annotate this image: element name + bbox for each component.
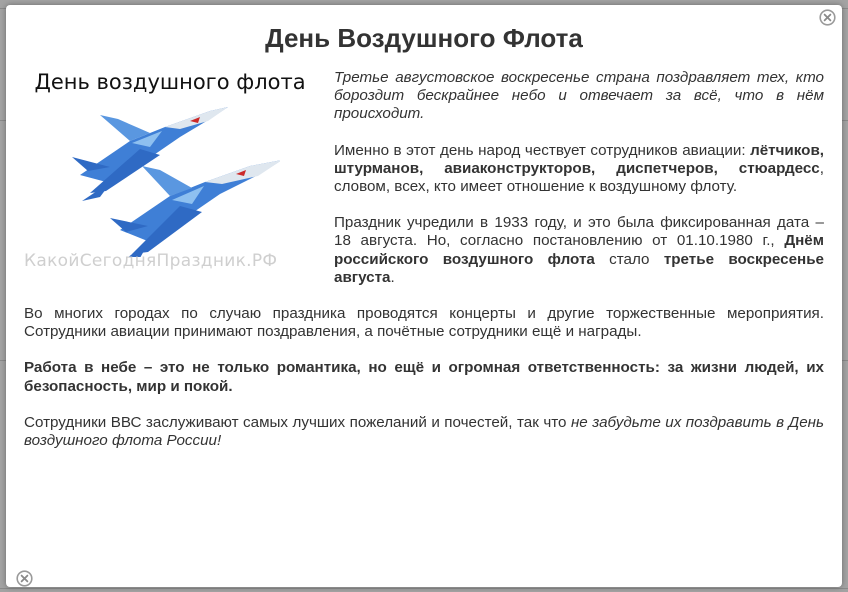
paragraph-wishes bbox=[24, 414, 824, 450]
honorees-lead: Именно в этот день народ чествует сотрудников авиации: bbox=[334, 141, 751, 159]
illustration bbox=[20, 69, 320, 295]
close-icon[interactable] bbox=[16, 570, 33, 587]
responsibility-text: Работа в небе – это не только романтика, но ещё и огромная ответственность: за жизни людей, их безопасность, мир и покой. bbox=[24, 359, 824, 395]
wishes-call: не забудьте их поздравить в День воздушного флота России! bbox=[24, 413, 824, 450]
fighter-jets-image bbox=[70, 97, 280, 257]
wishes-lead: Сотрудники ВВС заслуживают самых лучших пожеланий и почестей, так что bbox=[24, 413, 571, 431]
modal-title: День Воздушного Флота bbox=[265, 23, 583, 53]
history-date: третье воскресенье августа bbox=[334, 250, 824, 286]
honorees-tail: , словом, всех, кто имеет отношение к воздушному флоту. bbox=[334, 159, 824, 196]
paragraph-responsibility bbox=[24, 359, 824, 395]
illustration-watermark: КакойСегодняПраздник.РФ bbox=[24, 251, 278, 271]
holiday-modal bbox=[6, 5, 842, 587]
honorees-list: лётчиков, штурманов, авиаконструкторов, диспетчеров, стюардесс bbox=[334, 141, 824, 177]
paragraph-intro-text: Третье августовское воскресенье страна поздравляет тех, кто бороздит бескрайнее небо и отвечает за всё, что в нём происходит. bbox=[334, 69, 824, 123]
history-lead: Праздник учредили в 1933 году, и это была фиксированная дата – 18 августа. Но, согласно постановлению от 01.10.1980 г., bbox=[334, 214, 824, 250]
modal-content bbox=[24, 69, 824, 468]
paragraph-events: Во многих городах по случаю праздника проводятся концерты и другие торжественные мероприятия. Сотрудники авиации принимают поздравления, а почётные сотрудники ещё и награды. bbox=[24, 305, 824, 341]
history-end: . bbox=[390, 268, 395, 286]
history-middle: стало bbox=[594, 250, 664, 268]
history-holiday-name: Днём российского воздушного флота bbox=[334, 232, 824, 268]
illustration-title: День воздушного флота bbox=[34, 70, 306, 94]
